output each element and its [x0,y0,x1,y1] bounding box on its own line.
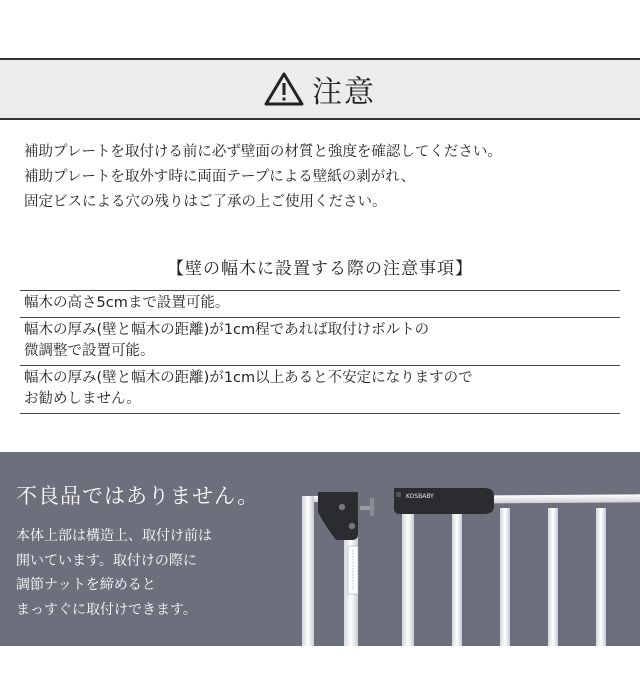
gate-bar [500,508,510,646]
product-note-line: 調節ナットを締めると [16,577,156,593]
baseboard-heading: 【壁の幅木に設置する際の注意事項】 [167,259,473,279]
product-note-heading: 不良品ではありません。 [16,484,260,508]
rule-line: 幅木の厚み(壁と幅木の距離)が1cm程であれば取付けボルトの [24,322,430,338]
notice-header [0,58,640,120]
top-margin [0,0,640,58]
rule-line: お勧めしません。 [24,391,141,407]
warning-triangle-icon [264,72,304,106]
notice-title: 注意 [312,75,376,110]
left-frame-post [302,496,314,646]
rule-line: 微調整で設置可能。 [24,343,155,359]
intro-line: 補助プレートを取外す時に両面テープによる壁紙の剥がれ、 [24,169,416,185]
product-note-line: まっすぐに取付けできます。 [16,601,197,618]
gate-photo [296,452,640,646]
brand-logo-text: KOSBABY [406,493,434,500]
gate-bar [452,508,462,646]
corner-bracket [318,492,358,540]
rule-item [20,366,620,414]
product-note-body [16,524,212,622]
rule-item [20,290,620,318]
intro-text [24,140,624,215]
gate-handle-cap [394,488,494,514]
intro-line: 補助プレートを取付ける前に必ず壁面の材質と強度を確認してください。 [24,144,502,160]
rule-line: 幅木の高さ5cmまで設置可能。 [24,295,230,311]
intro-line: 固定ビスによる穴の残りはご了承の上ご使用ください。 [24,194,387,210]
gate-bar [548,508,558,646]
baseboard-rules [20,290,620,414]
product-note-line: 開いています。取付けの際に [16,552,197,569]
gate-bar [402,496,414,646]
rule-line: 幅木の厚み(壁と幅木の距離)が1cm以上あると不安定になりますので [24,370,473,386]
gate-bar [596,508,606,646]
bottom-margin [0,646,640,674]
product-note-panel [0,452,640,646]
product-note-line: 本体上部は構造上、取付け前は [16,528,212,544]
rule-item [20,318,620,366]
